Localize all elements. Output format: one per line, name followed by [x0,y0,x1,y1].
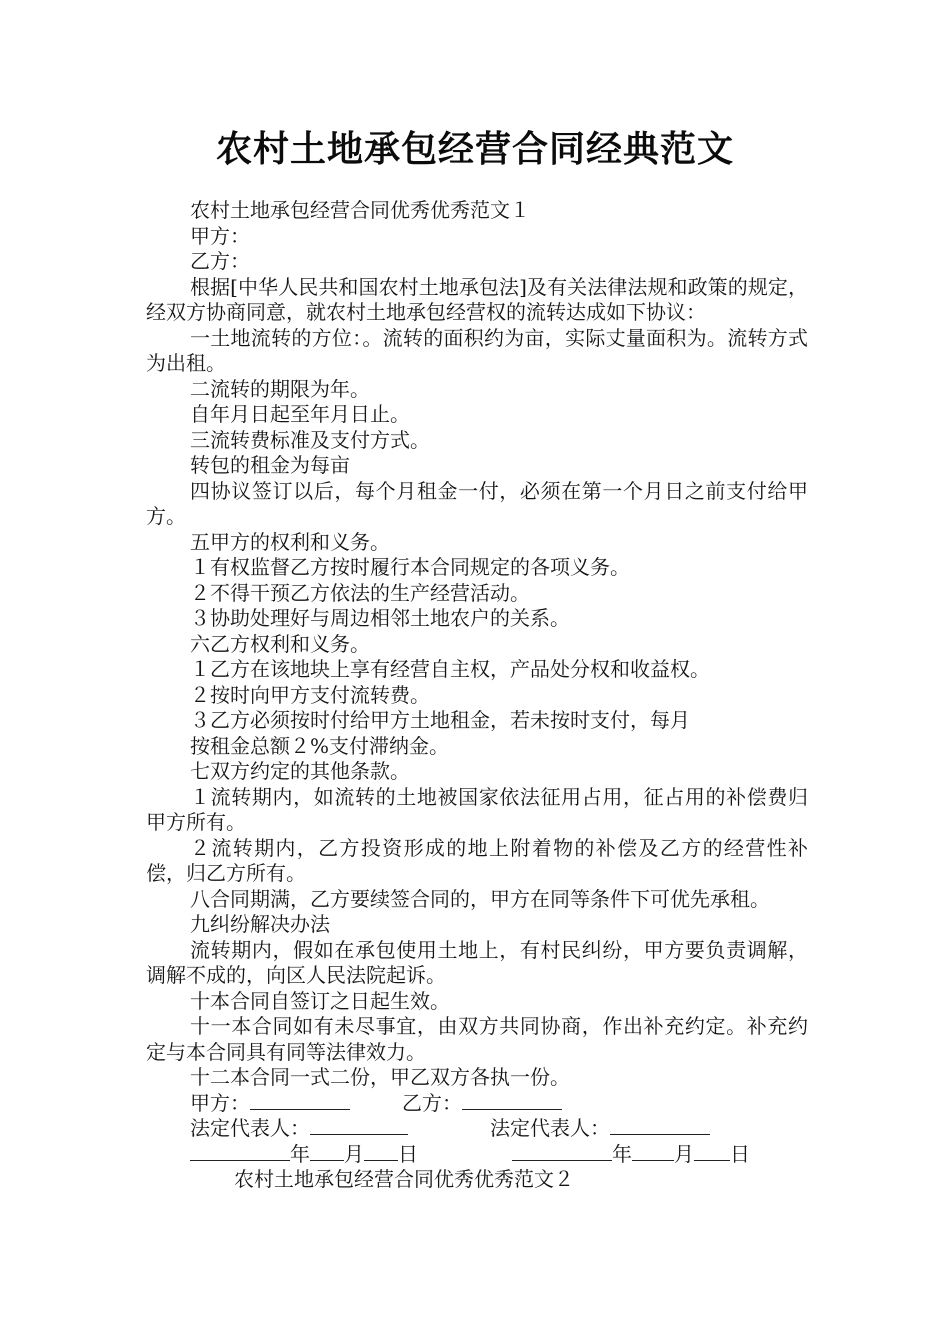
date-a [190,1142,418,1168]
date-b-day-label: 日 [730,1141,750,1166]
clause-7-item-1: １流转期内，如流转的土地被国家依法征用占用，征占用的补偿费归甲方所有。 [146,784,808,834]
party-b-line: 乙方： [190,249,250,273]
rep-a-sign-blank [310,1116,408,1135]
date-a-year-blank [190,1142,290,1161]
signature-parties-row [146,1091,808,1117]
clause-2: 二流转的期限为年。 [190,376,370,401]
clause-1: 一土地流转的方位：。流转的面积约为亩，实际丈量面积为。流转方式为出租。 [146,325,808,375]
date-b-day-blank [694,1142,730,1161]
party-a-sign-blank [250,1091,350,1110]
date-a-day-label: 日 [398,1141,418,1166]
section-heading: 农村土地承包经营合同优秀优秀范文１ [190,198,530,222]
clause-4: 四协议签订以后，每个月租金一付，必须在第一个月日之前支付给甲方。 [146,478,808,528]
date-b-year-blank [512,1142,612,1161]
clause-11: 十一本合同如有未尽事宜，由双方共同协商，作出补充约定。补充约定与本合同具有同等法律效力。 [146,1014,808,1064]
clause-9-text: 流转期内，假如在承包使用土地上，有村民纠纷，甲方要负责调解，调解不成的，向区人民法院起诉。 [146,937,808,987]
rep-b-sign-label: 法定代表人： [490,1116,610,1140]
clause-3: 三流转费标准及支付方式。 [190,427,430,452]
date-a-month-label: 月 [344,1141,364,1166]
page-title: 农村土地承包经营合同经典范文 [215,129,734,170]
date-b-year-label: 年 [612,1141,632,1166]
party-a-sign [190,1091,350,1117]
party-a-line: 甲方： [190,223,250,248]
clause-6-item-2: ２按时向甲方支付流转费。 [190,682,430,707]
clause-6-item-3: ３乙方必须按时付给甲方土地租金，若未按时支付，每月 [190,708,690,732]
date-b [512,1142,750,1168]
preamble-paragraph: 根据[中华人民共和国农村土地承包法]及有关法律法规和政策的规定，经双方协商同意，就农村土地承包经营权的流转达成如下协议： [146,274,808,324]
date-b-month-blank [632,1142,674,1161]
rep-b-sign [490,1116,710,1142]
date-b-month-label: 月 [674,1141,694,1166]
clause-2-dates: 自年月日起至年月日止。 [190,402,410,426]
clause-6: 六乙方权利和义务。 [190,631,370,656]
signature-dates-row [146,1142,808,1168]
signature-reps-row [146,1116,808,1142]
clause-5-item-1: １有权监督乙方按时履行本合同规定的各项义务。 [190,555,630,579]
clause-6-item-1: １乙方在该地块上享有经营自主权，产品处分权和收益权。 [190,657,710,681]
date-a-year-label: 年 [290,1141,310,1166]
clause-5-item-3: ３协助处理好与周边相邻土地农户的关系。 [190,606,570,630]
date-a-month-blank [310,1142,344,1161]
rep-a-sign-label: 法定代表人： [190,1116,310,1140]
clause-8: 八合同期满，乙方要续签合同的，甲方在同等条件下可优先承租。 [190,886,770,911]
clause-9: 九纠纷解决办法 [190,912,330,936]
next-section-heading: 农村土地承包经营合同优秀优秀范文２ [234,1167,574,1191]
party-b-sign-label: 乙方： [402,1090,462,1115]
party-b-sign-blank [462,1091,562,1110]
party-a-sign-label: 甲方： [190,1090,250,1115]
clause-7-item-2: ２流转期内，乙方投资形成的地上附着物的补偿及乙方的经营性补偿，归乙方所有。 [146,835,808,885]
clause-10: 十本合同自签订之日起生效。 [190,988,450,1013]
party-b-sign [402,1091,562,1117]
rep-a-sign [190,1116,408,1142]
clause-5-item-2: ２不得干预乙方依法的生产经营活动。 [190,580,530,605]
rep-b-sign-blank [610,1116,710,1135]
document-body [146,198,808,1193]
clause-5: 五甲方的权利和义务。 [190,529,390,554]
date-a-day-blank [364,1142,398,1161]
clause-12: 十二本合同一式二份，甲乙双方各执一份。 [190,1065,570,1089]
clause-7: 七双方约定的其他条款。 [190,759,410,783]
clause-6-item-3-cont: 按租金总额２%支付滞纳金。 [190,733,450,758]
clause-3-rent: 转包的租金为每亩 [190,453,350,477]
